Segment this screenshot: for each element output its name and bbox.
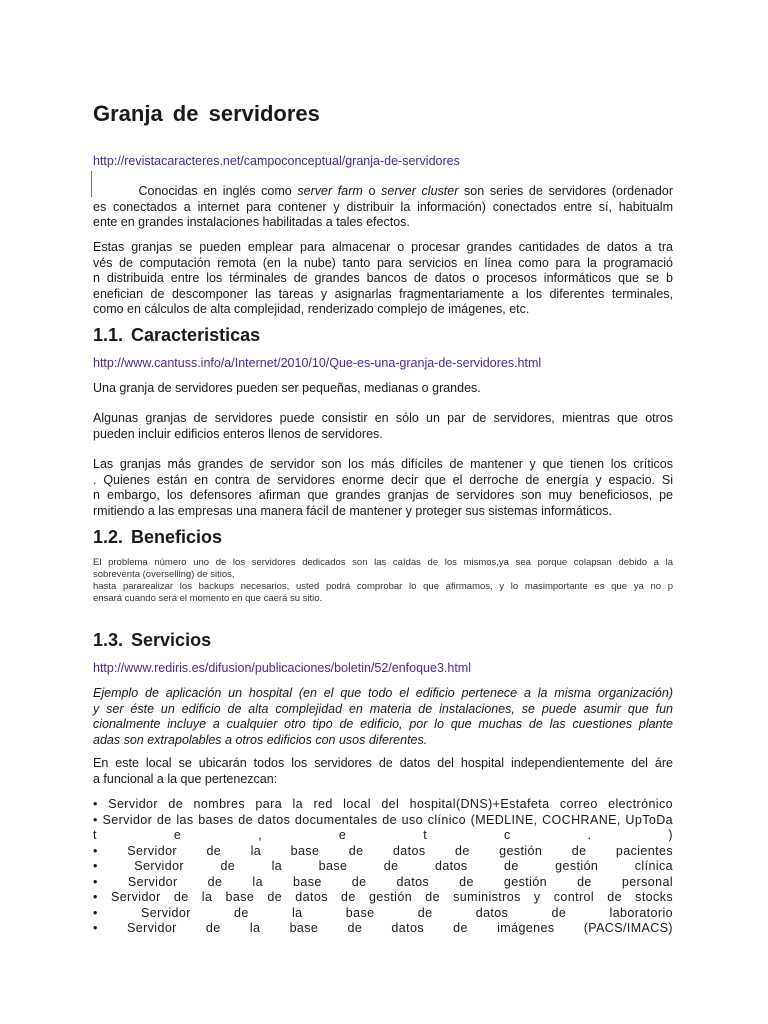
source-link-rediris[interactable]: http://www.rediris.es/difusion/publicaciones/boletin/52/enfoque3.html: [93, 661, 471, 675]
servicios-paragraph-2: [93, 756, 673, 787]
list-item: • Servidor de la base de datos de gestión de pacientes: [93, 843, 673, 858]
section-heading-servicios: 1.3. Servicios: [93, 630, 212, 650]
sec2-p1-line: ensará cuando será el momento en que caerá su sitio.: [93, 593, 323, 604]
sec3-p1-line: Ejemplo de aplicación un hospital (en el que todo el edificio pertenece a la misma organización): [93, 686, 673, 700]
sec3-p1-line: adas son extrapolables a otros edificios con usos diferentes.: [93, 732, 428, 747]
intro-paragraph-2: [93, 240, 673, 318]
sec1-p2-line: pueden incluir edificios enteros llenos de servidores.: [93, 426, 383, 441]
list-item: • Servidor de la base de datos de imágenes (PACS/IMACS): [93, 921, 673, 935]
list-item: • Servidor de la base de datos de gestión clínica: [93, 859, 673, 873]
caracteristicas-paragraph-3: [93, 457, 673, 519]
intro-p2-line: como en cálculos de alta complejidad, renderizado complejo de imágenes, etc.: [93, 302, 530, 316]
sec3-p1-line: cionalmente incluye a cualquier otro tipo de edificio, por lo que muchas de las cuestiones plante: [93, 717, 673, 731]
list-item: • Servidor de las bases de datos documentales de uso clínico (MEDLINE, COCHRANE, UpToDa: [93, 812, 673, 827]
sec3-p1-line: y ser éste un edificio de alta complejidad en materia de instalaciones, se puede asumir que fun: [93, 701, 673, 716]
intro-p2-line: vés de computación remota (en la nube) tanto para servicios en línea como para la programació: [93, 255, 673, 270]
source-link-revistacaracteres[interactable]: http://revistacaracteres.net/campoconceptual/granja-de-servidores: [93, 154, 460, 168]
sec1-p3-line: . Quienes están en contra de servidores enorme decir que el derroche de energía y espacio. Si: [93, 472, 673, 487]
sec1-p2-line: Algunas granjas de servidores puede consistir en sólo un par de servidores, mientras que otros: [93, 411, 673, 425]
sec1-p3-line: n embargo, los defensores afirman que grandes granjas de servidores son muy beneficiosos, pe: [93, 488, 673, 502]
intro-p1-line-3: ente en grandes instalaciones habilitadas a tales efectos.: [93, 215, 410, 229]
sec3-p2-line: a funcional a la que pertenezcan:: [93, 771, 278, 786]
list-item: • Servidor de la base de datos de gestión de personal: [93, 874, 673, 889]
sec2-p1-line: hasta pararealizar los backups necesarios, usted podrá comprobar lo que afirmamos, y lo masimportante es que ya no p: [93, 581, 673, 592]
intro-paragraph: [93, 184, 673, 231]
sec1-p3-line: Las granjas más grandes de servidor son los más difíciles de mantener y que tienen los críticos: [93, 457, 673, 471]
intro-p2-line: n distribuida entre los términales de grandes bancos de datos o procesos informáticos que se b: [93, 271, 673, 285]
intro-p2-line: enefician de descomponer las tareas y asignarlas fragmentariamente a los diferentes terminales,: [93, 286, 673, 301]
intro-p2-line: Estas granjas se pueden emplear para almacenar o procesar grandes cantidades de datos a tra: [93, 240, 673, 254]
list-item: • Servidor de nombres para la red local del hospital(DNS)+Estafeta correo electrónico: [93, 797, 673, 811]
caracteristicas-paragraph-1: [93, 381, 673, 397]
sec2-p1-line: sobreventa (overselling) de sitios,: [93, 569, 235, 580]
servicios-paragraph-1: [93, 686, 673, 748]
caracteristicas-paragraph-2: [93, 411, 673, 442]
sec3-p2-line: En este local se ubicarán todos los servidores de datos del hospital independientemente del áre: [93, 756, 673, 770]
sec1-p3-line: rmitiendo a las empresas una manera fácil de mantener y proteger sus sistemas informáticos.: [93, 503, 612, 518]
intro-p1-line-1: Conocidas en inglés como server farm o server cluster son series de servidores (ordenador: [93, 184, 674, 198]
text-cursor: [91, 171, 92, 197]
page-title: Granja de servidores: [93, 101, 320, 126]
beneficios-paragraph: [93, 557, 673, 605]
list-item: • Servidor de la base de datos de laboratorio: [93, 905, 673, 920]
source-link-cantuss[interactable]: http://www.cantuss.info/a/Internet/2010/10/Que-es-una-granja-de-servidores.html: [93, 356, 542, 370]
section-heading-caracteristicas: 1.1. Caracteristicas: [93, 325, 261, 345]
list-item: t e , e t c . ): [93, 828, 673, 842]
section-heading-beneficios: 1.2. Beneficios: [93, 527, 223, 547]
list-item: • Servidor de la base de datos de gestión de suministros y control de stocks: [93, 890, 673, 904]
sec1-p1-line: Una granja de servidores pueden ser pequeñas, medianas o grandes.: [93, 381, 481, 395]
sec2-p1-line: El problema número uno de los servidores dedicados son las caídas de los mismos,ya sea porque colapsan debido a la: [93, 557, 673, 568]
intro-p1-line-2: es conectados a internet para contener y distribuir la información) conectados entre sí, habitualm: [93, 199, 673, 214]
servidores-list: [93, 797, 673, 937]
